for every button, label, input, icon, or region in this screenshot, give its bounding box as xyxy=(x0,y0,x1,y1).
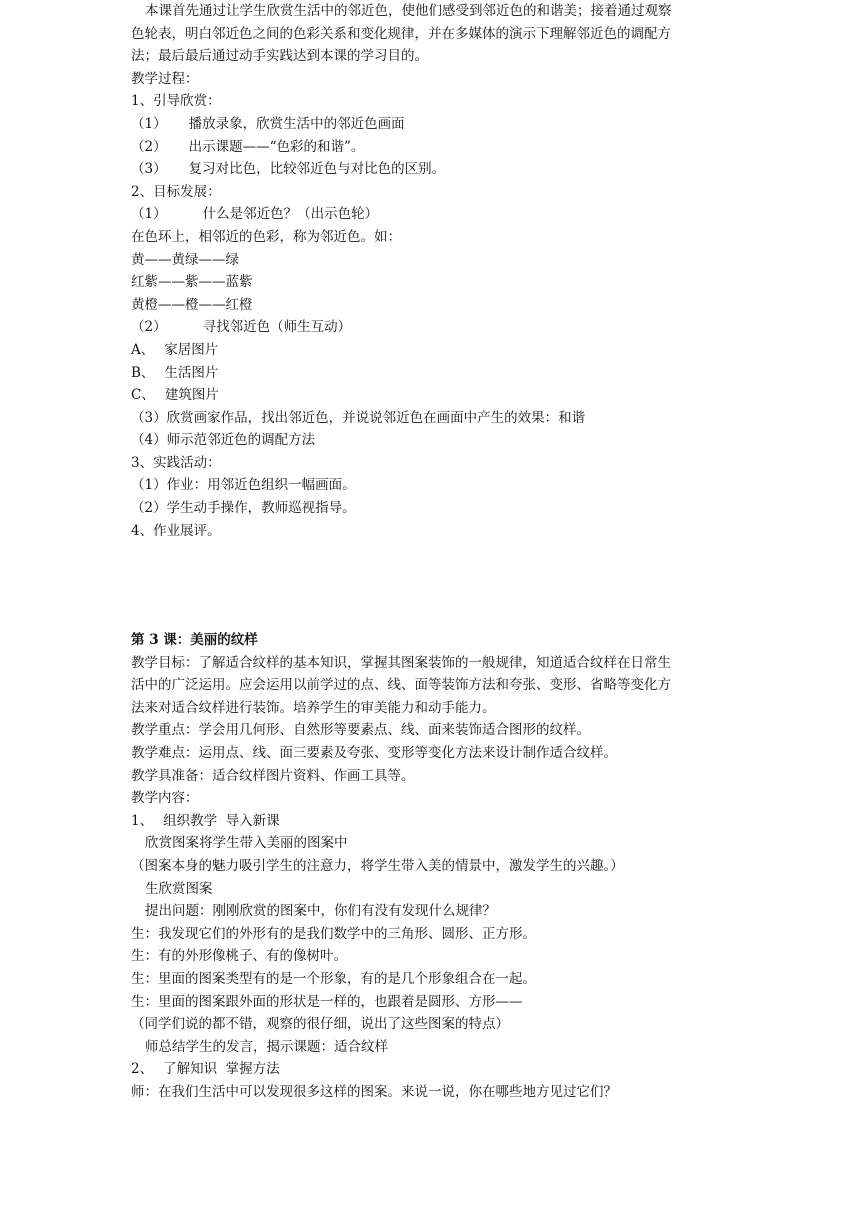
lettered-item xyxy=(131,384,736,407)
list-item xyxy=(131,136,736,159)
item-letter: C、 xyxy=(131,387,155,404)
key-point: 教学重点：学会用几何形、自然形等要素点、线、面来装饰适合图形的纹样。 xyxy=(131,722,590,739)
list-item: （1）作业：用邻近色组织一幅画面。 xyxy=(131,477,356,494)
item-number: （1） xyxy=(131,206,167,223)
color-example: 黄橙——橙——红橙 xyxy=(131,296,253,313)
dialogue-line: 生：里面的图案类型有的是一个形象，有的是几个形象组合在一起。 xyxy=(131,970,536,987)
list-item xyxy=(131,203,736,226)
dialogue-line: 生：里面的图案跟外面的形状是一样的，也跟着是圆形、方形—— xyxy=(131,993,523,1010)
list-item xyxy=(131,316,736,339)
section-1-title xyxy=(131,810,736,833)
section-number: 2、 xyxy=(131,1061,154,1078)
dialogue-line: 师：在我们生活中可以发现很多这样的图案。来说一说，你在哪些地方见过它们？ xyxy=(131,1083,617,1100)
dialogue-line: （同学们说的都不错，观察的很仔细，说出了这些图案的特点） xyxy=(131,1016,509,1033)
list-item: （3）欣赏画家作品，找出邻近色，并说说邻近色在画面中产生的效果：和谐 xyxy=(131,409,586,426)
item-text: 建筑图片 xyxy=(164,387,219,404)
list-item xyxy=(131,158,736,181)
item-text: 出示课题——“色彩的和谐”。 xyxy=(188,138,365,155)
materials: 教学具准备：适合纹样图片资料、作画工具等。 xyxy=(131,767,415,784)
dialogue-line: 提出问题：刚刚欣赏的图案中，你们有没有发现什么规律？ xyxy=(145,903,496,920)
item-text: 生活图片 xyxy=(164,364,219,381)
item-number: （3） xyxy=(131,161,167,178)
dialogue-line: 生：我发现它们的外形有的是我们数学中的三角形、圆形、正方形。 xyxy=(131,925,536,942)
section-text: 组织教学 导入新课 xyxy=(163,812,280,829)
process-title: 教学过程： xyxy=(131,70,199,87)
intro-line: 本课首先通过让学生欣赏生活中的邻近色，使他们感受到邻近色的和谐美；接着通过观察 xyxy=(145,3,672,19)
goal-line: 活中的广泛运用。应会运用以前学过的点、线、面等装饰方法和夸张、变形、省略等变化方 xyxy=(131,677,671,694)
color-example: 红紫——紫——蓝紫 xyxy=(131,274,253,291)
dialogue-line: 生欣赏图案 xyxy=(145,880,213,897)
intro-line: 色轮表，明白邻近色之间的色彩关系和变化规律，并在多媒体的演示下理解邻近色的调配方 xyxy=(131,25,671,42)
dialogue-line: 生：有的外形像桃子、有的像树叶。 xyxy=(131,948,347,965)
item-text: 寻找邻近色（师生互动） xyxy=(202,319,352,336)
content-title: 教学内容： xyxy=(131,790,199,807)
dialogue-line: 欣赏图案将学生带入美丽的图案中 xyxy=(145,835,348,852)
section-number: 1、 xyxy=(131,812,154,829)
list-item xyxy=(131,113,736,136)
section-4-title: 4、作业展评。 xyxy=(131,522,221,539)
goal-line: 法来对适合纹样进行装饰。培养学生的审美能力和动手能力。 xyxy=(131,699,496,716)
dialogue-line: 师总结学生的发言，揭示课题：适合纹样 xyxy=(145,1038,388,1055)
intro-line: 法；最后最后通过动手实践达到本课的学习目的。 xyxy=(131,48,428,65)
goal-line: 教学目标：了解适合纹样的基本知识，掌握其图案装饰的一般规律，知道适合纹样在日常生 xyxy=(131,654,671,671)
difficulty: 教学难点：运用点、线、面三要素及夸张、变形等变化方法来设计制作适合纹样。 xyxy=(131,744,617,761)
item-letter: B、 xyxy=(131,364,155,381)
item-letter: A、 xyxy=(131,341,155,358)
item-number: （1） xyxy=(131,115,167,132)
lettered-item xyxy=(131,339,736,362)
color-example: 黄——黄绿——绿 xyxy=(131,251,239,268)
lesson-part-two xyxy=(131,629,736,1103)
definition-text: 在色环上，相邻近的色彩，称为邻近色。如： xyxy=(131,228,401,245)
section-2-title: 2、目标发展： xyxy=(131,183,221,200)
lesson-title: 第 3 课：美丽的纹样 xyxy=(131,632,258,648)
list-item: （2）学生动手操作，教师巡视指导。 xyxy=(131,500,356,517)
item-text: 复习对比色，比较邻近色与对比色的区别。 xyxy=(188,161,446,178)
item-number: （2） xyxy=(131,138,167,155)
section-1-title: 1、引导欣赏： xyxy=(131,93,221,110)
item-text: 家居图片 xyxy=(164,341,219,358)
item-text: 什么是邻近色？（出示色轮） xyxy=(202,206,379,223)
lesson-part-one xyxy=(131,0,736,542)
section-text: 了解知识 掌握方法 xyxy=(163,1061,280,1078)
list-item: （4）师示范邻近色的调配方法 xyxy=(131,432,316,449)
section-3-title: 3、实践活动： xyxy=(131,454,221,471)
dialogue-line: （图案本身的魅力吸引学生的注意力，将学生带入美的情景中，激发学生的兴趣。） xyxy=(131,857,624,874)
item-text: 播放录象，欣赏生活中的邻近色画面 xyxy=(188,115,405,132)
section-2-title xyxy=(131,1058,736,1081)
item-number: （2） xyxy=(131,319,167,336)
lettered-item xyxy=(131,362,736,385)
